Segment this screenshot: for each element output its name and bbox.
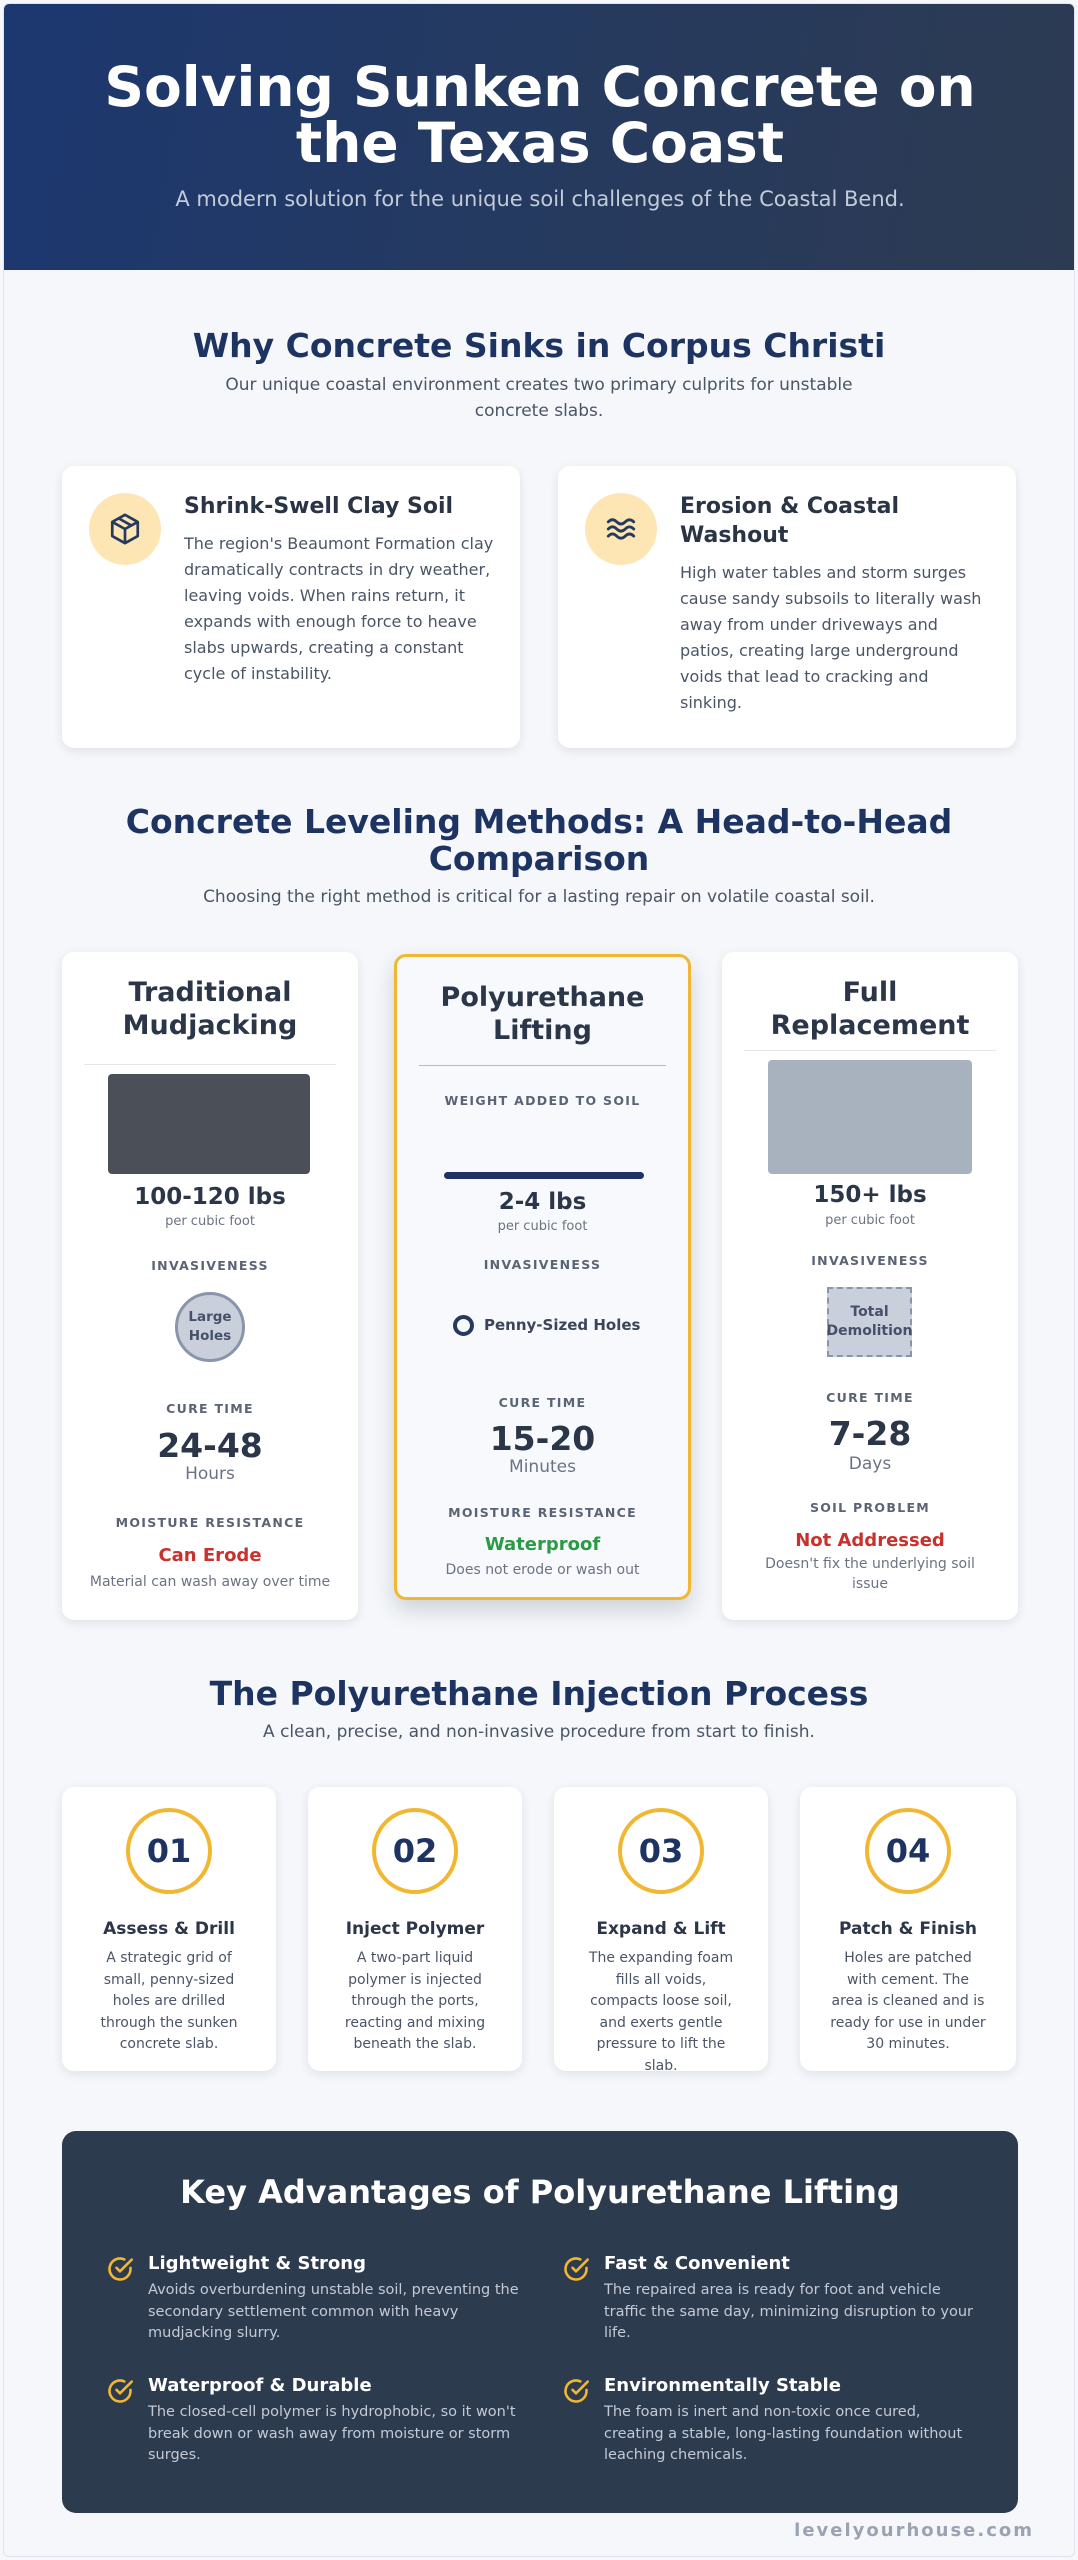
moisture-label: MOISTURE RESISTANCE <box>448 1505 637 1520</box>
advantage-text: Avoids overburdening unstable soil, preventing the secondary settlement common with heavy mudjacking slurry. <box>148 2282 519 2341</box>
advantage-text: The closed-cell polymer is hydrophobic, so it won't break down or wash away from moisture or storm surges. <box>148 2404 516 2463</box>
soil-problem-label: SOIL PROBLEM <box>809 1500 931 1515</box>
weight-block-heaviest <box>768 1060 972 1174</box>
weight-bar-light <box>444 1172 644 1179</box>
moisture-note: Does not erode or wash out <box>445 1562 640 1578</box>
step-number: 04 <box>865 1808 951 1894</box>
moisture-label: MOISTURE RESISTANCE <box>115 1515 305 1530</box>
causes-subtitle: Our unique coastal environment creates two primary culprits for unstable concrete slabs. <box>225 375 853 421</box>
moisture-status: Can Erode <box>158 1545 262 1566</box>
divider <box>744 1050 996 1051</box>
step-text: A strategic grid of small, penny-sized holes are drilled through the sunken concrete slab. <box>100 1950 238 2052</box>
divider <box>84 1064 336 1065</box>
advantages-title: Key Advantages of Polyurethane Lifting <box>180 2173 900 2211</box>
step-text: The expanding foam fills all voids, compacts loose soil, and exerts gentle pressure to lift the slab. <box>588 1950 734 2074</box>
penny-hole-icon <box>453 1315 474 1336</box>
comparison-title: Concrete Leveling Methods: A Head-to-Head Comparison <box>125 802 953 878</box>
invasiveness-label: INVASIVENESS <box>151 1258 269 1273</box>
cure-time-label: CURE TIME <box>166 1401 254 1416</box>
weight-value: 150+ lbs <box>813 1182 927 1208</box>
check-circle-icon <box>562 2255 590 2283</box>
method-card-mudjacking <box>62 952 358 1620</box>
soil-problem-note: Doesn't fix the underlying soil issue <box>765 1556 975 1592</box>
cube-icon <box>89 493 161 565</box>
cause-card-erosion <box>558 466 1016 748</box>
advantage-title: Lightweight & Strong <box>148 2253 366 2274</box>
weight-unit: per cubic foot <box>497 1219 588 1234</box>
cause-title: Shrink-Swell Clay Soil <box>184 494 454 519</box>
weight-block-heavy <box>108 1074 310 1174</box>
cause-text: The region's Beaumont Formation clay dramatically contracts in dry weather, leaving voids. When rains return, it expands with enough force to heave slabs upwards, creating a constant cycle of instability. <box>184 534 494 683</box>
method-title: Full Replacement <box>770 977 970 1041</box>
page-frame <box>3 3 1075 2557</box>
cure-time-value: 24-48 <box>157 1426 263 1465</box>
check-circle-icon <box>562 2377 590 2405</box>
step-number: 01 <box>126 1808 212 1894</box>
advantages-panel <box>62 2131 1018 2513</box>
weight-label: WEIGHT ADDED TO SOIL <box>444 1093 641 1108</box>
moisture-note: Material can wash away over time <box>89 1574 331 1590</box>
process-subtitle: A clean, precise, and non-invasive procedure from start to finish. <box>263 1722 815 1742</box>
waves-icon <box>585 493 657 565</box>
step-number: 03 <box>618 1808 704 1894</box>
cause-title: Erosion & Coastal Washout <box>680 494 900 548</box>
hero-banner <box>4 4 1075 270</box>
invasiveness-label: INVASIVENESS <box>811 1253 929 1268</box>
step-title: Inject Polymer <box>345 1919 485 1939</box>
step-text: Holes are patched with cement. The area is cleaned and is ready for use in under 30 minutes. <box>830 1950 986 2052</box>
weight-unit: per cubic foot <box>825 1213 915 1228</box>
method-title: Traditional Mudjacking <box>122 977 298 1041</box>
process-step <box>800 1787 1016 2071</box>
advantage-title: Fast & Convenient <box>604 2253 790 2274</box>
cure-time-unit: Minutes <box>509 1457 576 1477</box>
large-holes-icon: Large Holes <box>175 1292 245 1362</box>
cure-time-value: 7-28 <box>828 1414 912 1453</box>
weight-value: 100-120 lbs <box>134 1184 286 1210</box>
cause-text: High water tables and storm surges cause sandy subsoils to literally wash away from under driveways and patios, creating large underground voids that lead to cracking and sinking. <box>680 563 982 712</box>
method-card-polyurethane <box>394 954 691 1600</box>
advantage-title: Environmentally Stable <box>604 2375 841 2396</box>
footer-brand[interactable]: levelyourhouse.com <box>794 2520 1034 2541</box>
process-step <box>554 1787 768 2074</box>
hero-subtitle: A modern solution for the unique soil challenges of the Coastal Bend. <box>175 187 905 211</box>
advantage-title: Waterproof & Durable <box>148 2375 372 2396</box>
method-card-replacement <box>722 952 1018 1620</box>
page-title: Solving Sunken Concrete on the Texas Coast <box>104 55 976 175</box>
cure-time-label: CURE TIME <box>826 1390 914 1405</box>
process-title: The Polyurethane Injection Process <box>209 1674 869 1713</box>
cure-time-unit: Days <box>848 1454 892 1474</box>
soil-problem-status: Not Addressed <box>795 1530 945 1551</box>
cure-time-label: CURE TIME <box>498 1395 587 1410</box>
step-title: Patch & Finish <box>838 1919 978 1939</box>
cure-time-unit: Hours <box>185 1464 235 1484</box>
step-text: A two-part liquid polymer is injected through the ports, reacting and mixing beneath the slab. <box>344 1950 486 2052</box>
process-step <box>308 1787 522 2071</box>
cause-card-clay <box>62 466 520 748</box>
step-number: 02 <box>372 1808 458 1894</box>
step-title: Expand & Lift <box>596 1919 726 1939</box>
invasiveness-value: Penny-Sized Holes <box>484 1316 641 1334</box>
demolition-icon: Total Demolition <box>827 1287 912 1357</box>
advantage-text: The repaired area is ready for foot and vehicle traffic the same day, minimizing disruption to your life. <box>604 2282 973 2341</box>
comparison-subtitle: Choosing the right method is critical for a lasting repair on volatile coastal soil. <box>203 887 875 907</box>
advantage-text: The foam is inert and non-toxic once cured, creating a stable, long-lasting foundation without leaching chemicals. <box>604 2404 963 2463</box>
moisture-status: Waterproof <box>484 1534 601 1555</box>
check-circle-icon <box>106 2255 134 2283</box>
invasiveness-label: INVASIVENESS <box>483 1257 602 1272</box>
weight-unit: per cubic foot <box>165 1214 255 1229</box>
causes-title: Why Concrete Sinks in Corpus Christi <box>192 326 886 365</box>
cure-time-value: 15-20 <box>489 1419 596 1458</box>
step-title: Assess & Drill <box>103 1919 235 1939</box>
check-circle-icon <box>106 2377 134 2405</box>
weight-value: 2-4 lbs <box>498 1189 587 1215</box>
process-step <box>62 1787 276 2071</box>
method-title: Polyurethane Lifting <box>440 982 645 1046</box>
divider <box>419 1065 666 1066</box>
